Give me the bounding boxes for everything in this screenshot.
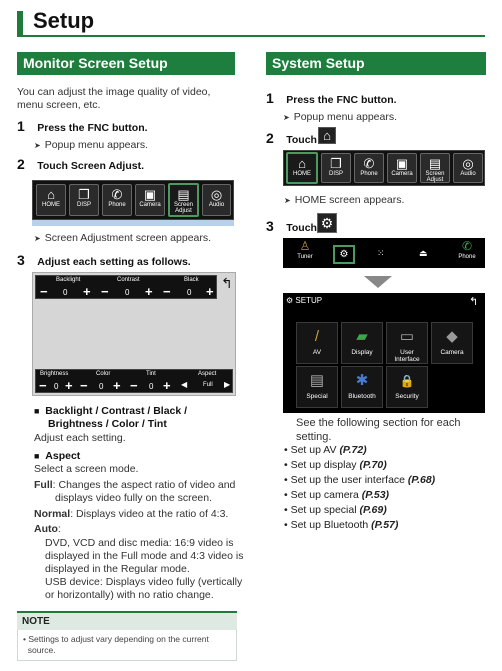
eject-icon[interactable]: ⏏ [419,248,428,258]
screen-adjust-panel [32,272,236,396]
screen-adjust-button[interactable]: ▤ Screen Adjust [168,183,199,217]
brightness-plus[interactable]: + [65,378,73,393]
monitor-screen-setup-heading: Monitor Screen Setup [17,52,235,75]
normal-definition: Normal: Displays video at the ratio of 4:3. [34,508,229,520]
link-display[interactable]: • Set up display (P.70) [284,459,387,471]
adjust-bottom-bar [35,369,233,393]
adjust-items-heading: ■ Backlight / Contrast / Black / Brightness / Color / Tint [34,405,188,430]
brightness-minus[interactable]: − [39,378,47,393]
black-value: 0 [187,288,192,297]
color-value: 0 [99,382,104,391]
flow-arrow-icon [364,276,392,288]
full-definition: Full: Changes the aspect ratio of video and displays video fully on the screen. [34,479,236,504]
menu-underlay [32,220,234,226]
home-bar [283,238,485,268]
setup-tile-av[interactable]: / AV [296,322,338,364]
backlight-value: 0 [63,288,68,297]
color-minus[interactable]: − [80,378,88,393]
link-av[interactable]: • Set up AV (P.72) [284,444,367,456]
setup-tile-special[interactable]: ▤ Special [296,366,338,408]
right-step-2: 2 Touch [266,130,317,146]
back-arrow-icon[interactable]: ↰ [221,275,233,291]
left-popup-menu [32,180,234,220]
bluetooth-icon: ✱ [355,372,369,389]
link-special[interactable]: • Set up special (P.69) [284,504,387,516]
right-popup-menu [283,150,485,186]
brightness-value: 0 [54,382,59,391]
camera-icon: ◆ [446,328,458,345]
left-step-1: 1 Press the FNC button. ➤ Popup menu appears. [17,118,149,151]
aspect-heading: ■ Aspect [34,450,81,462]
screen-adjust-button[interactable]: ▤ Screen Adjust [420,153,450,183]
color-label: Color [96,371,111,377]
monitor-intro: You can adjust the image quality of video, menu screen, etc. [17,86,211,111]
phone-icon: ✆ [461,239,473,253]
tuner-button[interactable]: ♙ Tuner [289,238,321,266]
contrast-minus[interactable]: − [101,284,109,299]
phone-button[interactable]: ✆ Phone [102,184,132,216]
home-icon: ⌂ [47,187,55,202]
display-icon: ▰ [356,328,368,345]
av-icon: / [314,328,320,345]
lock-icon: 🔒 [399,374,415,388]
setup-screen [283,293,485,413]
tuner-icon: ♙ [299,239,311,253]
special-icon: ▤ [309,372,325,389]
display-icon: ❐ [78,187,90,202]
left-step-2: 2 Touch Screen Adjust. [17,156,145,172]
contrast-label: Contrast [117,277,140,283]
setup-screen-title: ⚙ SETUP [286,296,323,305]
brightness-label: Brightness [40,371,69,377]
home-button[interactable]: ⌂ HOME [36,184,66,216]
adjust-top-bar [35,275,217,299]
link-user-interface[interactable]: • Set up the user interface (P.68) [284,474,436,486]
right-step-1: 1 Press the FNC button. ➤ Popup menu appears. [266,90,398,123]
phone-button[interactable]: ✆ Phone [451,238,483,266]
apps-grid-icon[interactable]: ⁙ [377,248,385,258]
note-box [17,611,237,661]
home-icon: ⌂ [318,127,336,144]
back-arrow-icon[interactable]: ↰ [469,296,479,308]
contrast-value: 0 [125,288,130,297]
left-step-2-result: ➤ Screen Adjustment screen appears. [34,232,212,244]
link-camera[interactable]: • Set up camera (P.53) [284,489,390,501]
black-plus[interactable]: + [206,284,214,299]
gear-icon: ⚙ [317,213,337,233]
aspect-desc: Select a screen mode. [34,463,139,475]
adjust-items-desc: Adjust each setting. [34,432,126,444]
audio-button[interactable]: ◎ Audio [202,184,231,216]
setup-tile-display[interactable]: ▰ Display [341,322,383,364]
note-text: • Settings to adjust vary depending on the current source. [17,630,237,661]
setup-tile-user-interface[interactable]: ▭ User Interface [386,322,428,364]
contrast-plus[interactable]: + [145,284,153,299]
title-accent [17,11,23,35]
aspect-next-icon[interactable]: ▶ [224,380,231,389]
aspect-prev-icon[interactable]: ◀ [181,380,188,389]
phone-icon: ✆ [363,156,375,171]
audio-icon: ◎ [462,156,474,171]
setup-tile-camera[interactable]: ◆ Camera [431,322,473,364]
link-bluetooth[interactable]: • Set up Bluetooth (P.57) [284,519,399,531]
black-label: Black [184,277,199,283]
setup-tile-security[interactable]: 🔒 Security [386,366,428,408]
user-interface-icon: ▭ [399,328,415,345]
tint-plus[interactable]: + [163,378,171,393]
camera-button[interactable]: ▣ Camera [387,153,417,183]
aspect-label: Aspect [198,371,217,377]
screen-adjust-icon: ▤ [428,156,442,171]
backlight-label: Backlight [56,277,81,283]
camera-icon: ▣ [395,156,409,171]
auto-definition: DVD, VCD and disc media: 16:9 video is displayed in the Full mode and 4:3 video is displayed in the Regular mode. USB device: Displays video fully (vertically or horizontally) with no ratio change. [45,537,244,601]
black-minus[interactable]: − [163,284,171,299]
aspect-value: Full [203,382,213,388]
color-plus[interactable]: + [113,378,121,393]
audio-button[interactable]: ◎ Audio [453,153,483,183]
gear-icon: ⚙ [286,296,294,305]
tint-label: Tint [146,371,156,377]
auto-term: Auto: [34,523,61,535]
setup-links-list [284,443,435,533]
backlight-plus[interactable]: + [83,284,91,299]
tint-minus[interactable]: − [130,378,138,393]
camera-button[interactable]: ▣ Camera [135,184,165,216]
screen-adjust-icon: ▤ [177,187,190,202]
camera-icon: ▣ [143,187,157,202]
setup-gear-button[interactable]: ⚙ [333,245,355,264]
backlight-minus[interactable]: − [40,284,48,299]
see-following-text: See the following section for each setting. [296,417,461,443]
display-icon: ❐ [330,156,342,171]
left-step-3: 3 Adjust each setting as follows. [17,252,191,268]
home-button[interactable]: ⌂ HOME [286,152,318,184]
disp-button[interactable]: ❐ DISP [69,184,99,216]
tint-value: 0 [149,382,154,391]
right-step-2-result: ➤ HOME screen appears. [284,194,405,206]
setup-tile-bluetooth[interactable]: ✱ Bluetooth [341,366,383,408]
phone-button[interactable]: ✆ Phone [354,153,384,183]
phone-icon: ✆ [111,187,123,202]
home-icon: ⌂ [298,156,306,171]
audio-icon: ◎ [210,187,223,202]
system-setup-heading: System Setup [266,52,486,75]
right-step-3: 3 Touch [266,218,317,234]
note-title: NOTE [17,611,237,630]
disp-button[interactable]: ❐ DISP [321,153,351,183]
page-title-bar [17,9,485,37]
page-title: Setup [33,8,95,33]
